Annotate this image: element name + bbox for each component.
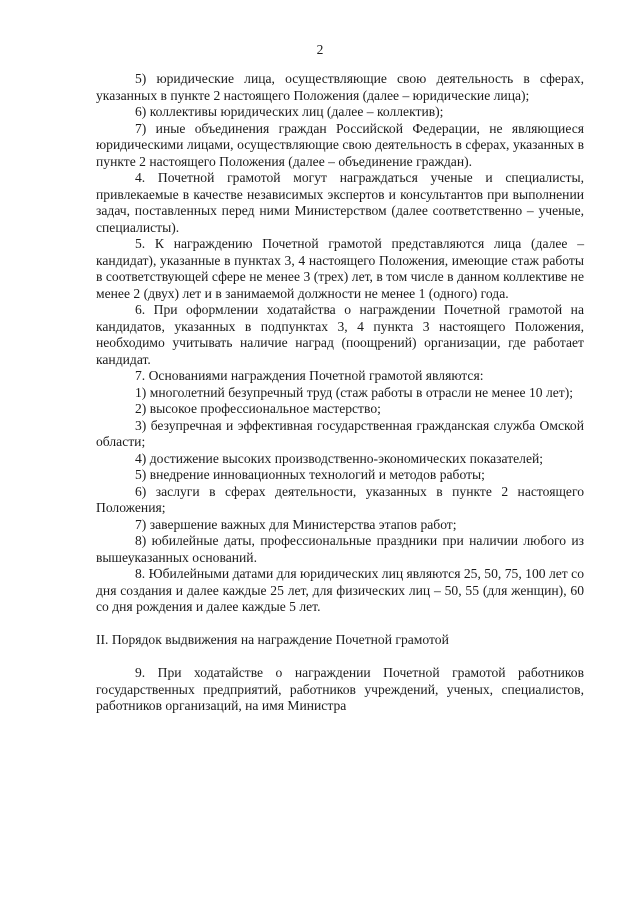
document-body (96, 71, 584, 715)
paragraph-ground-7: 7) завершение важных для Министерства этапов работ; (135, 516, 457, 532)
paragraph-item-7-associations: 7) иные объединения граждан Российской Федерации, не являющиеся юридическими лицами, осуществляющие свою деятельность в сферах, указанных в пункте 2 настоящего Положения (далее – объединение граждан). (96, 120, 584, 169)
paragraph-ground-4: 4) достижение высоких производственно-экономических показателей; (135, 450, 544, 466)
paragraph-ground-1: 1) многолетний безупречный труд (стаж работы в отрасли не менее 10 лет); (135, 384, 574, 400)
paragraph-ground-6: 6) заслуги в сферах деятельности, указанных в пункте 2 настоящего Положения; (96, 483, 584, 515)
paragraph-ground-5: 5) внедрение инновационных технологий и методов работы; (135, 467, 485, 482)
paragraph-clause-4: 4. Почетной грамотой могут награждаться ученые и специалисты, привлекаемые в качестве независимых экспертов и консультантов при выполнении задач, поставленных перед ними Министерством (далее соответственно – ученые, специалисты). (96, 170, 584, 235)
paragraph-clause-7: 7. Основаниями награждения Почетной грамотой являются: (135, 368, 484, 383)
paragraph-ground-8: 8) юбилейные даты, профессиональные праздники при наличии любого из вышеуказанных оснований. (96, 533, 584, 565)
paragraph-item-6-collectives: 6) коллективы юридических лиц (далее – коллектив); (135, 104, 444, 119)
section-heading: II. Порядок выдвижения на награждение Почетной грамотой (96, 631, 449, 647)
paragraph-clause-5: 5. К награждению Почетной грамотой представляются лица (далее – кандидат), указанные в пунктах 3, 4 настоящего Положения, имеющие стаж работы в соответствующей сфере не менее 3 (трех) лет, в том числе в данном коллективе не менее 2 (двух) лет и в занимаемой должности не менее 1 (одного) года. (96, 236, 584, 301)
paragraph-clause-6: 6. При оформлении ходатайства о награждении Почетной грамотой на кандидатов, указанных в подпунктах 3, 4 пункта 3 настоящего Положения, необходимо учитывать наличие наград (поощрений) организации, где работает кандидат. (96, 302, 584, 367)
page-number: 2 (316, 42, 324, 57)
paragraph-ground-3: 3) безупречная и эффективная государственная гражданская служба Омской области; (96, 417, 584, 449)
paragraph-item-5-legal-entities: 5) юридические лица, осуществляющие свою деятельность в сферах, указанных в пункте 2 настоящего Положения (далее – юридические лица); (96, 71, 584, 103)
paragraph-clause-9: 9. При ходатайстве о награждении Почетной грамотой работников государственных предприятий, работников учреждений, ученых, специалистов, работников организаций, на имя Министра (96, 665, 584, 713)
paragraph-ground-2: 2) высокое профессиональное мастерство; (135, 401, 381, 416)
paragraph-clause-8: 8. Юбилейными датами для юридических лиц являются 25, 50, 75, 100 лет со дня создания и далее каждые 25 лет, для физических лиц – 50, 55 (для женщин), 60 со дня рождения и далее каждые 5 лет. (96, 566, 584, 614)
